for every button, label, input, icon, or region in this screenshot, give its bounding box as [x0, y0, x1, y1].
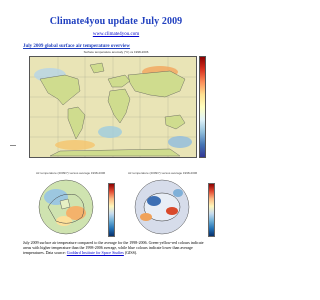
world-map-graphic	[30, 57, 196, 157]
polar-caption-right: Air temperature (2009/7) versus average 1998-2006	[128, 171, 198, 175]
section-heading: July 2009 global surface air temperature overview	[23, 44, 131, 49]
global-temperature-map-figure	[23, 50, 209, 165]
map-colorbar	[199, 56, 206, 158]
description-suffix: (GISS).	[124, 250, 138, 255]
map-caption: Surface temperature anomaly (°C) vs 1998-2006	[83, 50, 149, 54]
north-pole-graphic	[34, 177, 118, 235]
north-polar-map	[34, 177, 118, 235]
margin-mark	[10, 145, 16, 146]
south-polar-map	[128, 177, 212, 235]
description-text: July 2009 surface air temperature compared to the average for the 1998-2006. Green-yellow-red colours indicate areas with higher temperature than the 1998-2006 average, while blue colours indicate lower than average temperatures. Data source:	[23, 240, 204, 255]
page-title: Climate4you update July 2009	[49, 16, 183, 27]
website-link[interactable]: www.climate4you.com	[92, 32, 140, 37]
polar-colorbar-right	[208, 183, 215, 237]
giss-link[interactable]: Goddard Institute for Space Studies	[66, 250, 124, 255]
south-pole-graphic	[128, 177, 212, 235]
global-map	[29, 56, 197, 158]
figure-description	[23, 240, 209, 255]
polar-caption-left: Air temperature (2009/7) versus average 1998-2006	[36, 171, 106, 175]
polar-colorbar-left	[108, 183, 115, 237]
